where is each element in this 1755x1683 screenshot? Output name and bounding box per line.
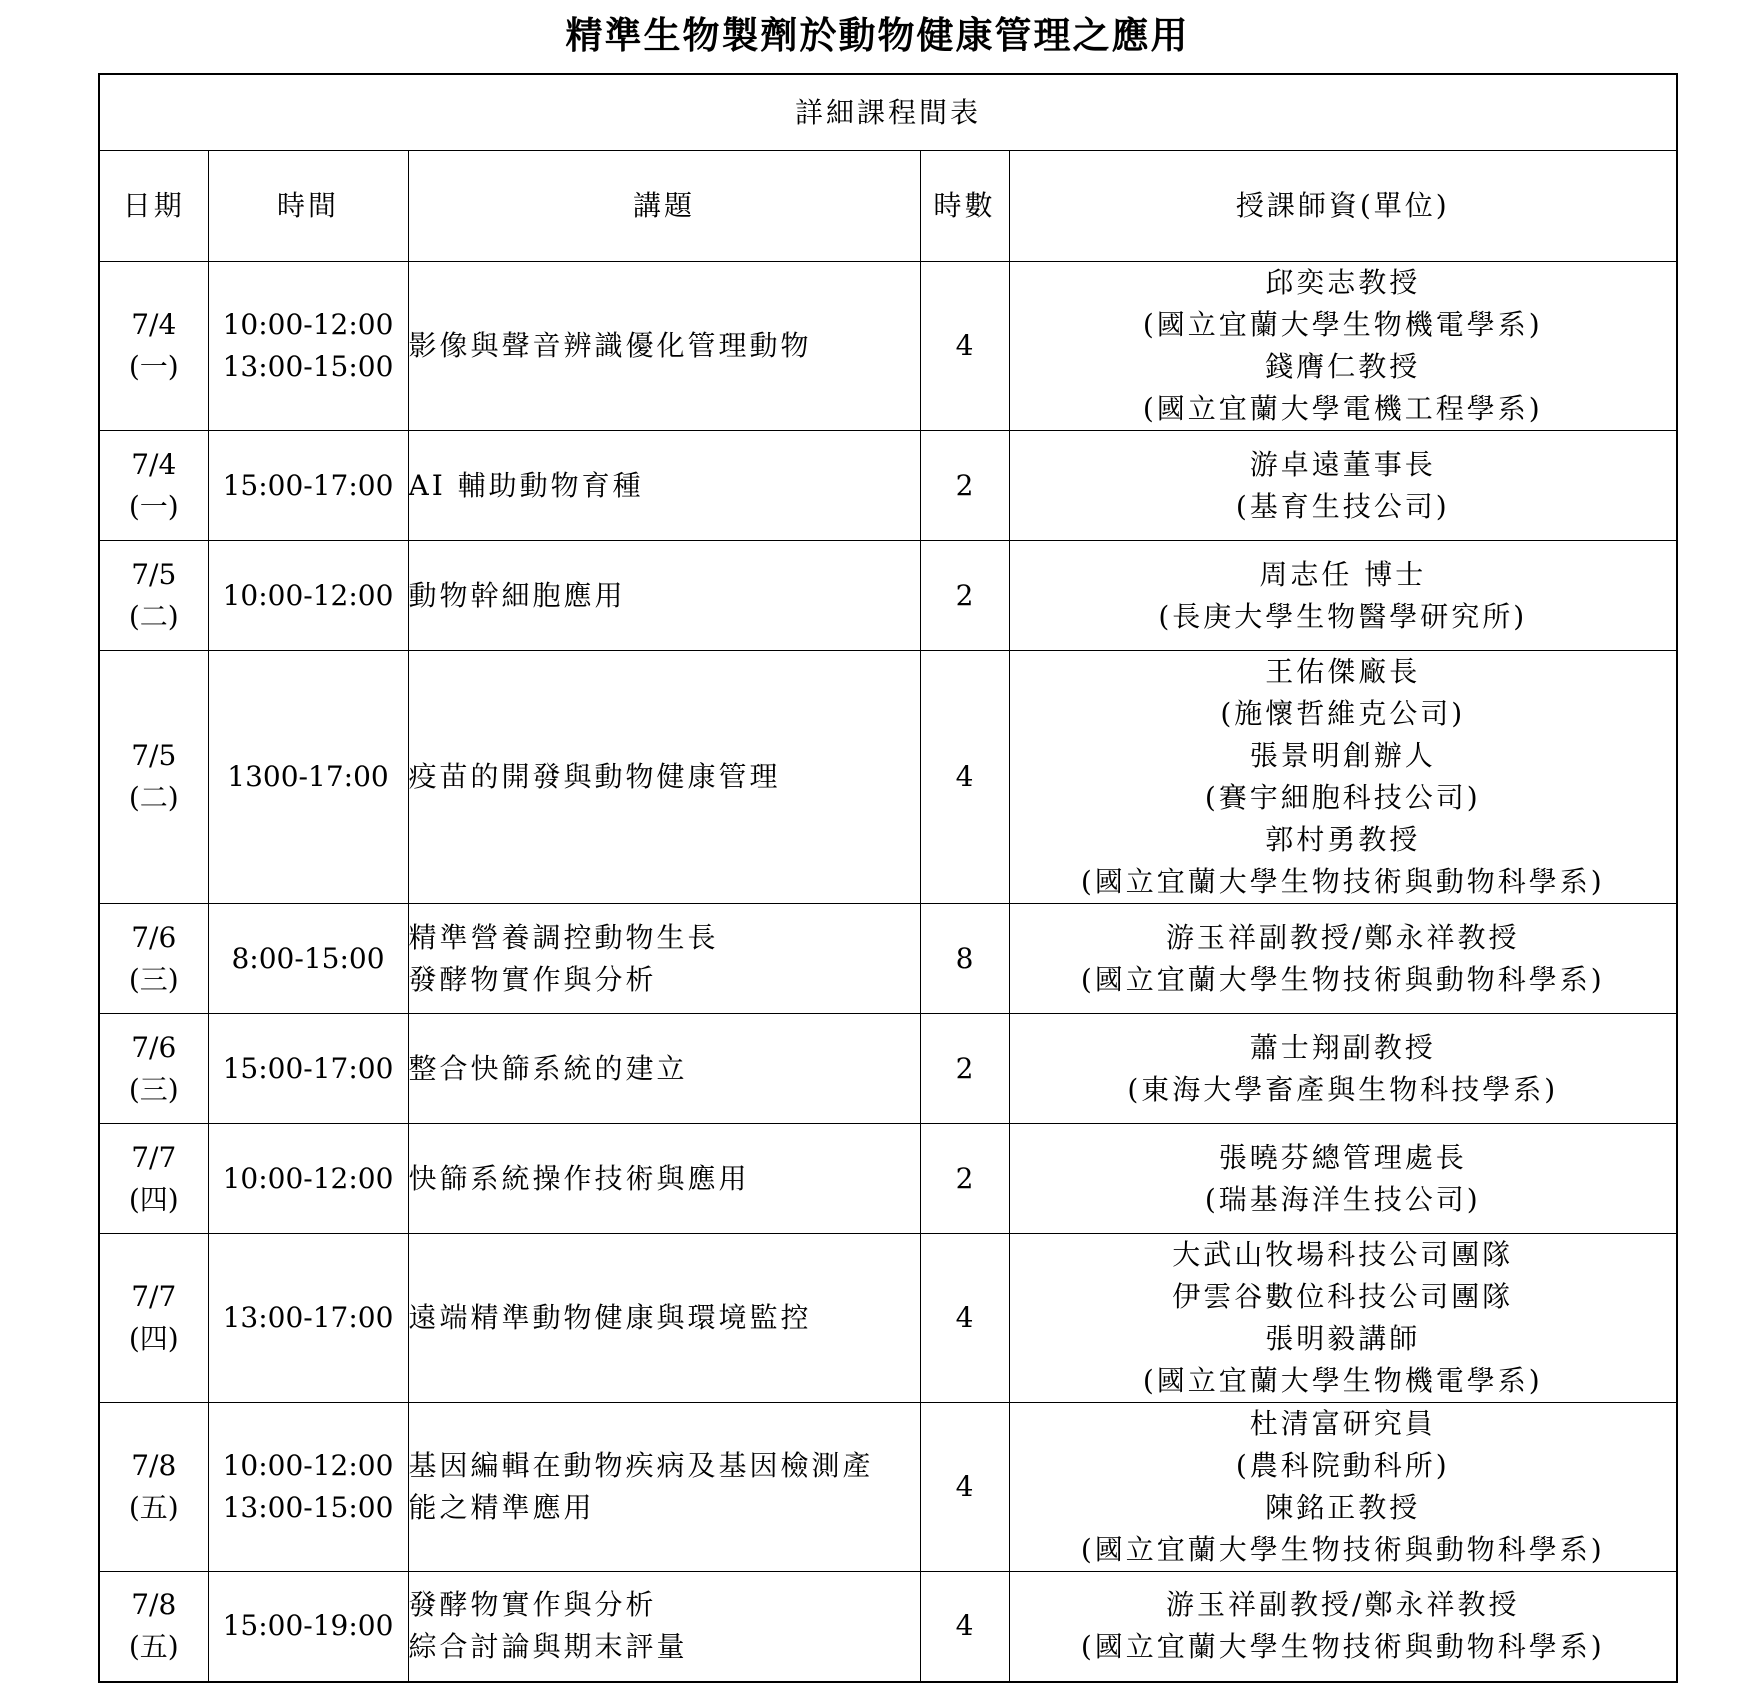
teacher-cell xyxy=(1009,651,1677,904)
time-cell xyxy=(208,904,408,1014)
teacher-text: 錢膺仁教授 xyxy=(1265,350,1421,383)
table-row xyxy=(99,1124,1677,1234)
teacher-text: 張景明創辦人 xyxy=(1249,739,1436,772)
teacher-text: (長庚大學生物醫學研究所) xyxy=(1158,599,1528,633)
hours-text: 4 xyxy=(955,1609,974,1643)
topic-text: 疫苗的開發與動物健康管理 xyxy=(408,760,781,793)
table-row xyxy=(99,1014,1677,1124)
hours-text: 2 xyxy=(955,578,974,612)
time-text: 8:00-15:00 xyxy=(231,941,385,975)
teacher-text: (國立宜蘭大學電機工程學系) xyxy=(1142,392,1543,425)
topic-cell xyxy=(408,1403,920,1572)
teacher-cell xyxy=(1009,1403,1677,1572)
time-text: 10:00-12:00 xyxy=(222,1161,394,1195)
topic-cell xyxy=(408,431,920,541)
hours-text: 4 xyxy=(955,1301,974,1334)
time-cell xyxy=(208,1572,408,1682)
topic-cell xyxy=(408,651,920,904)
date-text: 7/4 xyxy=(131,447,177,481)
table-row xyxy=(99,1572,1677,1682)
topic-cell xyxy=(408,1234,920,1403)
caption-row xyxy=(99,74,1677,151)
table-row xyxy=(99,541,1677,651)
topic-cell xyxy=(408,1124,920,1234)
teacher-text: 杜清富研究員 xyxy=(1249,1407,1436,1440)
topic-text: 綜合討論與期末評量 xyxy=(408,1630,688,1664)
teacher-text: (國立宜蘭大學生物技術與動物科學系) xyxy=(1080,1630,1605,1664)
header-row xyxy=(99,151,1677,262)
date-cell xyxy=(99,904,208,1014)
date-cell xyxy=(99,1234,208,1403)
date-cell xyxy=(99,262,208,431)
time-cell xyxy=(208,1014,408,1124)
teacher-cell xyxy=(1009,1124,1677,1234)
topic-text: 發酵物實作與分析 xyxy=(408,1588,657,1622)
topic-text: 遠端精準動物健康與環境監控 xyxy=(408,1301,812,1334)
hours-cell xyxy=(920,651,1009,904)
teacher-cell xyxy=(1009,1572,1677,1682)
hours-cell xyxy=(920,431,1009,541)
topic-cell xyxy=(408,1572,920,1682)
hours-cell xyxy=(920,1234,1009,1403)
table-row xyxy=(99,1403,1677,1572)
teacher-text: 游玉祥副教授/鄭永祥教授 xyxy=(1166,920,1520,954)
teacher-text: (國立宜蘭大學生物技術與動物科學系) xyxy=(1080,1533,1605,1566)
teacher-text: (基育生技公司) xyxy=(1235,489,1450,523)
hours-text: 2 xyxy=(955,468,974,502)
teacher-text: (東海大學畜產與生物科技學系) xyxy=(1127,1072,1559,1106)
weekday-text: (一) xyxy=(128,350,179,383)
course-schedule-table xyxy=(98,73,1678,1683)
date-text: 7/8 xyxy=(131,1449,177,1482)
hours-cell xyxy=(920,1572,1009,1682)
time-cell xyxy=(208,651,408,904)
teacher-text: (賽宇細胞科技公司) xyxy=(1204,781,1481,814)
time-cell xyxy=(208,262,408,431)
header-teacher: 授課師資(單位) xyxy=(1009,151,1677,262)
teacher-cell xyxy=(1009,431,1677,541)
teacher-text: 張曉芬總管理處長 xyxy=(1218,1140,1467,1174)
date-text: 7/6 xyxy=(131,1030,177,1064)
hours-cell xyxy=(920,541,1009,651)
topic-text: 動物幹細胞應用 xyxy=(408,578,626,612)
teacher-text: 周志任 博士 xyxy=(1259,557,1427,591)
teacher-text: 郭村勇教授 xyxy=(1265,823,1421,856)
time-text: 13:00-17:00 xyxy=(222,1301,394,1334)
date-text: 7/6 xyxy=(131,920,177,954)
hours-cell xyxy=(920,904,1009,1014)
date-text: 7/4 xyxy=(131,308,177,341)
weekday-text: (三) xyxy=(128,1072,179,1106)
topic-cell xyxy=(408,1014,920,1124)
hours-text: 8 xyxy=(955,941,974,975)
table-row xyxy=(99,262,1677,431)
weekday-text: (三) xyxy=(128,962,179,996)
time-text: 10:00-12:00 xyxy=(222,308,394,341)
time-cell xyxy=(208,1234,408,1403)
teacher-text: (施懷哲維克公司) xyxy=(1220,697,1466,730)
hours-cell xyxy=(920,262,1009,431)
teacher-text: 伊雲谷數位科技公司團隊 xyxy=(1172,1280,1514,1313)
time-text: 15:00-17:00 xyxy=(222,1051,394,1085)
teacher-text: (國立宜蘭大學生物技術與動物科學系) xyxy=(1080,962,1605,996)
topic-text: 基因編輯在動物疾病及基因檢測產 xyxy=(408,1449,874,1482)
header-topic: 講題 xyxy=(408,151,920,262)
topic-cell xyxy=(408,904,920,1014)
teacher-text: 游卓遠董事長 xyxy=(1249,447,1436,481)
table-row xyxy=(99,651,1677,904)
time-cell xyxy=(208,1403,408,1572)
date-text: 7/5 xyxy=(131,739,177,772)
teacher-text: 王佑傑廠長 xyxy=(1265,655,1421,688)
date-cell xyxy=(99,431,208,541)
date-cell xyxy=(99,1403,208,1572)
time-cell xyxy=(208,431,408,541)
teacher-text: (國立宜蘭大學生物機電學系) xyxy=(1142,1364,1543,1397)
hours-text: 4 xyxy=(955,760,974,793)
time-text: 10:00-12:00 xyxy=(222,1449,394,1482)
time-text: 15:00-19:00 xyxy=(222,1609,394,1643)
time-cell xyxy=(208,541,408,651)
weekday-text: (五) xyxy=(128,1491,179,1524)
weekday-text: (二) xyxy=(128,781,179,814)
teacher-text: 大武山牧場科技公司團隊 xyxy=(1172,1238,1514,1271)
date-cell xyxy=(99,1572,208,1682)
schedule-body xyxy=(99,74,1677,1682)
table-row xyxy=(99,904,1677,1014)
table-row xyxy=(99,1234,1677,1403)
time-text: 13:00-15:00 xyxy=(222,350,394,383)
header-time: 時間 xyxy=(208,151,408,262)
date-text: 7/7 xyxy=(131,1280,177,1313)
teacher-text: 陳銘正教授 xyxy=(1265,1491,1421,1524)
header-date: 日期 xyxy=(99,151,208,262)
hours-cell xyxy=(920,1124,1009,1234)
date-cell xyxy=(99,1124,208,1234)
topic-text: 整合快篩系統的建立 xyxy=(408,1051,688,1085)
weekday-text: (五) xyxy=(128,1630,179,1664)
topic-text: 快篩系統操作技術與應用 xyxy=(408,1161,750,1195)
hours-cell xyxy=(920,1403,1009,1572)
date-text: 7/7 xyxy=(131,1140,177,1174)
weekday-text: (四) xyxy=(128,1182,179,1216)
topic-text: AI 輔助動物育種 xyxy=(408,468,644,502)
teacher-cell xyxy=(1009,1234,1677,1403)
hours-text: 4 xyxy=(955,1470,974,1503)
teacher-text: (國立宜蘭大學生物技術與動物科學系) xyxy=(1080,865,1605,898)
teacher-text: (國立宜蘭大學生物機電學系) xyxy=(1142,308,1543,341)
time-text: 15:00-17:00 xyxy=(222,468,394,502)
date-text: 7/5 xyxy=(131,557,177,591)
teacher-text: 游玉祥副教授/鄭永祥教授 xyxy=(1166,1588,1520,1622)
time-text: 1300-17:00 xyxy=(227,760,389,793)
topic-cell xyxy=(408,541,920,651)
date-cell xyxy=(99,651,208,904)
weekday-text: (四) xyxy=(128,1322,179,1355)
time-text: 13:00-15:00 xyxy=(222,1491,394,1524)
date-text: 7/8 xyxy=(131,1588,177,1622)
teacher-cell xyxy=(1009,1014,1677,1124)
weekday-text: (一) xyxy=(128,489,179,523)
teacher-text: 邱奕志教授 xyxy=(1265,266,1421,299)
teacher-text: 張明毅講師 xyxy=(1265,1322,1421,1355)
teacher-text: (農科院動科所) xyxy=(1235,1449,1450,1482)
topic-text: 影像與聲音辨識優化管理動物 xyxy=(408,329,812,362)
table-row xyxy=(99,431,1677,541)
teacher-cell xyxy=(1009,541,1677,651)
weekday-text: (二) xyxy=(128,599,179,633)
topic-text: 能之精準應用 xyxy=(408,1491,595,1524)
date-cell xyxy=(99,1014,208,1124)
header-hours: 時數 xyxy=(920,151,1009,262)
time-cell xyxy=(208,1124,408,1234)
time-text: 10:00-12:00 xyxy=(222,578,394,612)
document-title: 精準生物製劑於動物健康管理之應用 xyxy=(565,13,1190,57)
table-caption: 詳細課程間表 xyxy=(99,74,1677,151)
topic-cell xyxy=(408,262,920,431)
hours-text: 4 xyxy=(955,329,974,362)
teacher-cell xyxy=(1009,904,1677,1014)
date-cell xyxy=(99,541,208,651)
teacher-text: 蕭士翔副教授 xyxy=(1249,1030,1436,1064)
teacher-text: (瑞基海洋生技公司) xyxy=(1204,1182,1481,1216)
topic-text: 發酵物實作與分析 xyxy=(408,962,657,996)
teacher-cell xyxy=(1009,262,1677,431)
hours-cell xyxy=(920,1014,1009,1124)
topic-text: 精準營養調控動物生長 xyxy=(408,920,719,954)
hours-text: 2 xyxy=(955,1161,974,1195)
hours-text: 2 xyxy=(955,1051,974,1085)
